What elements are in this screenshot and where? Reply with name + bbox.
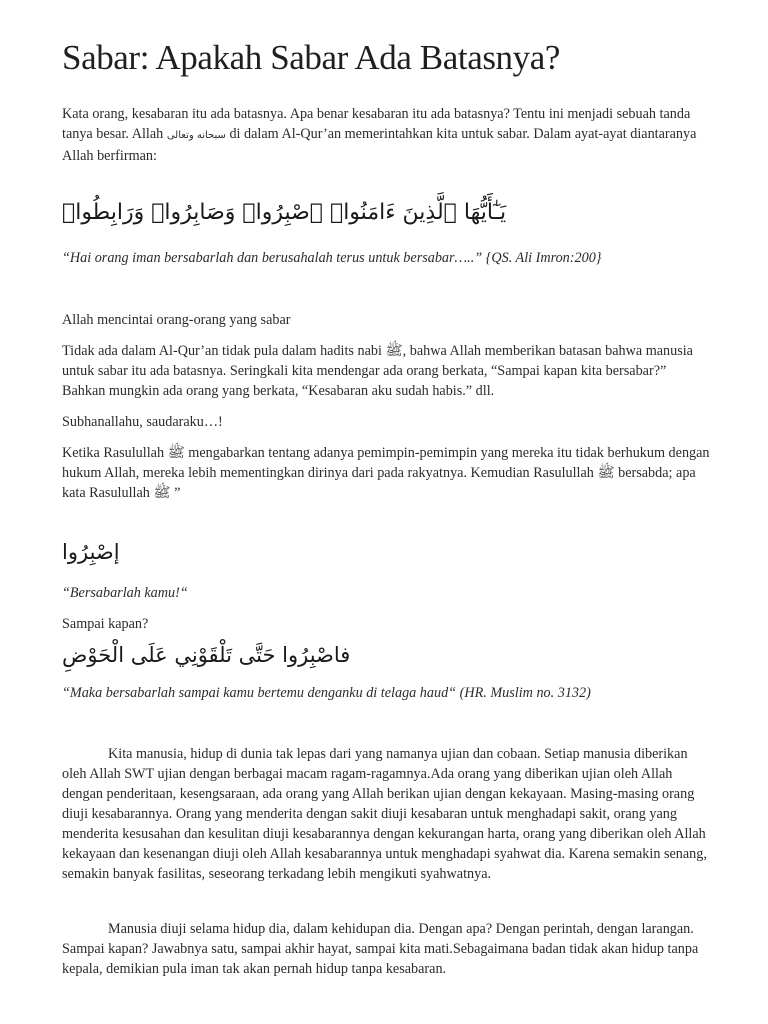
intro-paragraph xyxy=(62,104,710,166)
hadith-translation-long: “Maka bersabarlah sampai kamu bertemu denganku di telaga haud“ (HR. Muslim no. 3132) xyxy=(62,685,591,701)
intro-text-after: di dalam Al-Qur’an memerintahkan kita untuk sabar. Dalam ayat-ayat diantaranya Allah berfirman: xyxy=(62,126,697,164)
hadith-translation-short: “Bersabarlah kamu!“ xyxy=(62,585,188,601)
verse-arabic: يَـٰٓأَيُّهَا ٱلَّذِينَ ءَامَنُوا۟ ٱصْبِرُوا۟ وَصَابِرُوا۟ وَرَابِطُوا۟ xyxy=(62,200,507,225)
paragraph-subhanallah: Subhanallahu, saudaraku…! xyxy=(62,414,223,430)
hadith-arabic-short: إصْبِرُوا xyxy=(62,540,120,564)
paragraph-no-limit: Tidak ada dalam Al-Qur’an tidak pula dalam hadits nabi ﷺ, bahwa Allah memberikan batasan bahwa manusia untuk sabar itu ada batasnya. Seringkali kita mendengar ada orang berkata, “Sampai kapan kita bersabar?” Bahkan mungkin ada orang yang berkata, “Kesabaran aku sudah habis.” dll. xyxy=(62,343,693,399)
verse-translation: “Hai orang iman bersabarlah dan berusahalah terus untuk bersabar…..” {QS. Ali Imron:200} xyxy=(62,250,602,266)
paragraph-tests: Kita manusia, hidup di dunia tak lepas dari yang namanya ujian dan cobaan. Setiap manusia diberikan oleh Allah SWT ujian dengan berbagai macam ragam-ragamnya.Ada orang yang diberikan ujian oleh Allah dengan penderitaan, kesengsaraan, ada orang yang Allah berikan ujian dengan kekayaan. Masing-masing orang diuji kesabarannya. Orang yang menderita dengan sakit diuji kesabaran untuk menghadapi sakit, orang yang menderita kesusahan dan kesulitan diuji kesabarannya dengan kekurangan harta, orang yang diberikan oleh Allah kekayaan dan kesenangan diuji oleh Allah kesabarannya untuk menghadapi syahwat dia. Karena semakin senang, semakin banyak fasilitas, seseorang terkadang lebih mengikuti syahwatnya. xyxy=(62,746,707,882)
allah-honorific: سبحانه وتعالى xyxy=(166,130,226,141)
intro-text-before: Kata orang, kesabaran itu ada batasnya. Apa benar kesabaran itu ada batasnya? Tentu ini menjadi sebuah tanda tanya besar. Allah xyxy=(62,106,691,142)
question-until-when: Sampai kapan? xyxy=(62,616,149,632)
paragraph-rasulullah: Ketika Rasulullah ﷺ mengabarkan tentang adanya pemimpin-pemimpin yang mereka itu tidak berhukum dengan hukum Allah, mereka lebih mementingkan dirinya dari pada rakyatnya. Kemudian Rasulullah ﷺ bersabda; apa kata Rasulullah ﷺ ” xyxy=(62,445,710,501)
page-title: Sabar: Apakah Sabar Ada Batasnya? xyxy=(62,38,561,77)
section-heading: Allah mencintai orang-orang yang sabar xyxy=(62,312,291,328)
paragraph-lifetime: Manusia diuji selama hidup dia, dalam kehidupan dia. Dengan apa? Dengan perintah, dengan larangan. Sampai kapan? Jawabnya satu, sampai akhir hayat, sampai kita mati.Sebagaimana badan tidak akan hidup tanpa kepala, demikian pula iman tak akan pernah hidup tanpa kesabaran. xyxy=(62,921,699,977)
hadith-arabic-long: فاصْبِرُوا حَتَّى تَلْقَوْنِي عَلَى الْحَوْضِ xyxy=(62,643,351,667)
